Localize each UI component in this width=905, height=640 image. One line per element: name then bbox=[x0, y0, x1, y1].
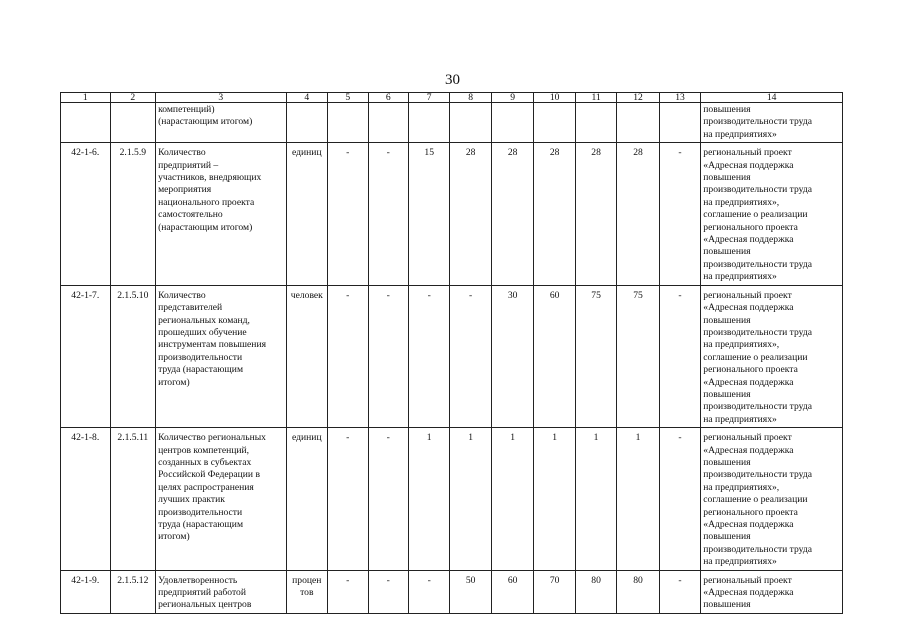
value-cell: 1 bbox=[491, 428, 533, 570]
column-header: 4 bbox=[286, 93, 327, 103]
column-header: 5 bbox=[328, 93, 368, 103]
page-number: 30 bbox=[445, 72, 460, 88]
value-cell: 1 bbox=[408, 428, 449, 570]
indicator-name-cell: Количество представителей региональных команд, прошедших обучение инструментам повышения производительности труда (нарастающим итогом) bbox=[156, 285, 287, 427]
value-cell bbox=[659, 103, 700, 143]
value-cell: 28 bbox=[534, 143, 575, 285]
value-cell bbox=[408, 103, 449, 143]
value-cell: 1 bbox=[534, 428, 575, 570]
value-cell: 28 bbox=[575, 143, 616, 285]
column-header: 6 bbox=[368, 93, 408, 103]
column-number-header bbox=[61, 93, 843, 103]
value-cell: 28 bbox=[450, 143, 491, 285]
value-cell: - bbox=[659, 570, 700, 613]
row-number-cell: 42-1-8. bbox=[61, 428, 111, 570]
table-row bbox=[61, 103, 843, 143]
table-row bbox=[61, 285, 843, 427]
indicator-name-cell: Количество предприятий – участников, внедряющих мероприятия национального проекта самостоятельно (нарастающим итогом) bbox=[156, 143, 287, 285]
source-cell: региональный проект «Адресная поддержка повышения bbox=[701, 570, 843, 613]
column-header: 11 bbox=[575, 93, 616, 103]
value-cell: - bbox=[328, 428, 368, 570]
value-cell bbox=[368, 103, 408, 143]
column-header: 2 bbox=[110, 93, 156, 103]
value-cell: - bbox=[659, 143, 700, 285]
value-cell: 1 bbox=[575, 428, 616, 570]
value-cell: - bbox=[368, 285, 408, 427]
unit-cell: человек bbox=[286, 285, 327, 427]
column-header: 13 bbox=[659, 93, 700, 103]
table-row bbox=[61, 428, 843, 570]
row-number-cell bbox=[61, 103, 111, 143]
source-cell: региональный проект «Адресная поддержка повышения производительности труда на предприятиях», соглашение о реализации регионального проекта «Адресная поддержка повышения производительности труда на предприятиях» bbox=[701, 428, 843, 570]
value-cell: 1 bbox=[450, 428, 491, 570]
value-cell: - bbox=[368, 143, 408, 285]
value-cell bbox=[450, 103, 491, 143]
table-row bbox=[61, 570, 843, 613]
code-cell: 2.1.5.11 bbox=[110, 428, 156, 570]
value-cell bbox=[534, 103, 575, 143]
unit-cell bbox=[286, 103, 327, 143]
value-cell bbox=[491, 103, 533, 143]
value-cell: - bbox=[328, 143, 368, 285]
column-header: 9 bbox=[491, 93, 533, 103]
value-cell bbox=[575, 103, 616, 143]
value-cell: 28 bbox=[617, 143, 659, 285]
indicators-table bbox=[60, 92, 843, 614]
indicator-name-cell: компетенций) (нарастающим итогом) bbox=[156, 103, 287, 143]
value-cell: 15 bbox=[408, 143, 449, 285]
value-cell: 28 bbox=[491, 143, 533, 285]
value-cell: 1 bbox=[617, 428, 659, 570]
value-cell: 60 bbox=[491, 570, 533, 613]
value-cell: - bbox=[368, 428, 408, 570]
column-header: 10 bbox=[534, 93, 575, 103]
value-cell: 80 bbox=[617, 570, 659, 613]
value-cell: - bbox=[659, 285, 700, 427]
code-cell: 2.1.5.12 bbox=[110, 570, 156, 613]
indicator-name-cell: Количество региональных центров компетенций, созданных в субъектах Российской Федерации в целях распространения лучших практик производительности труда (нарастающим итогом) bbox=[156, 428, 287, 570]
value-cell: - bbox=[328, 285, 368, 427]
row-number-cell: 42-1-6. bbox=[61, 143, 111, 285]
source-cell: повышения производительности труда на предприятиях» bbox=[701, 103, 843, 143]
column-header: 14 bbox=[701, 93, 843, 103]
value-cell: 80 bbox=[575, 570, 616, 613]
unit-cell: процен тов bbox=[286, 570, 327, 613]
table-row bbox=[61, 143, 843, 285]
value-cell: - bbox=[408, 570, 449, 613]
column-header: 3 bbox=[156, 93, 287, 103]
row-number-cell: 42-1-9. bbox=[61, 570, 111, 613]
indicator-name-cell: Удовлетворенность предприятий работой региональных центров bbox=[156, 570, 287, 613]
value-cell: 75 bbox=[575, 285, 616, 427]
code-cell: 2.1.5.9 bbox=[110, 143, 156, 285]
row-number-cell: 42-1-7. bbox=[61, 285, 111, 427]
unit-cell: единиц bbox=[286, 428, 327, 570]
source-cell: региональный проект «Адресная поддержка повышения производительности труда на предприятиях», соглашение о реализации регионального проекта «Адресная поддержка повышения производительности труда на предприятиях» bbox=[701, 285, 843, 427]
value-cell: - bbox=[368, 570, 408, 613]
value-cell: - bbox=[408, 285, 449, 427]
column-header: 1 bbox=[61, 93, 111, 103]
value-cell: - bbox=[328, 570, 368, 613]
value-cell: - bbox=[659, 428, 700, 570]
value-cell bbox=[328, 103, 368, 143]
value-cell: 60 bbox=[534, 285, 575, 427]
unit-cell: единиц bbox=[286, 143, 327, 285]
column-header: 7 bbox=[408, 93, 449, 103]
value-cell: 70 bbox=[534, 570, 575, 613]
value-cell: - bbox=[450, 285, 491, 427]
value-cell: 50 bbox=[450, 570, 491, 613]
code-cell: 2.1.5.10 bbox=[110, 285, 156, 427]
value-cell: 75 bbox=[617, 285, 659, 427]
column-header: 8 bbox=[450, 93, 491, 103]
source-cell: региональный проект «Адресная поддержка повышения производительности труда на предприятиях», соглашение о реализации регионального проекта «Адресная поддержка повышения производительности труда на предприятиях» bbox=[701, 143, 843, 285]
code-cell bbox=[110, 103, 156, 143]
value-cell bbox=[617, 103, 659, 143]
value-cell: 30 bbox=[491, 285, 533, 427]
column-header: 12 bbox=[617, 93, 659, 103]
